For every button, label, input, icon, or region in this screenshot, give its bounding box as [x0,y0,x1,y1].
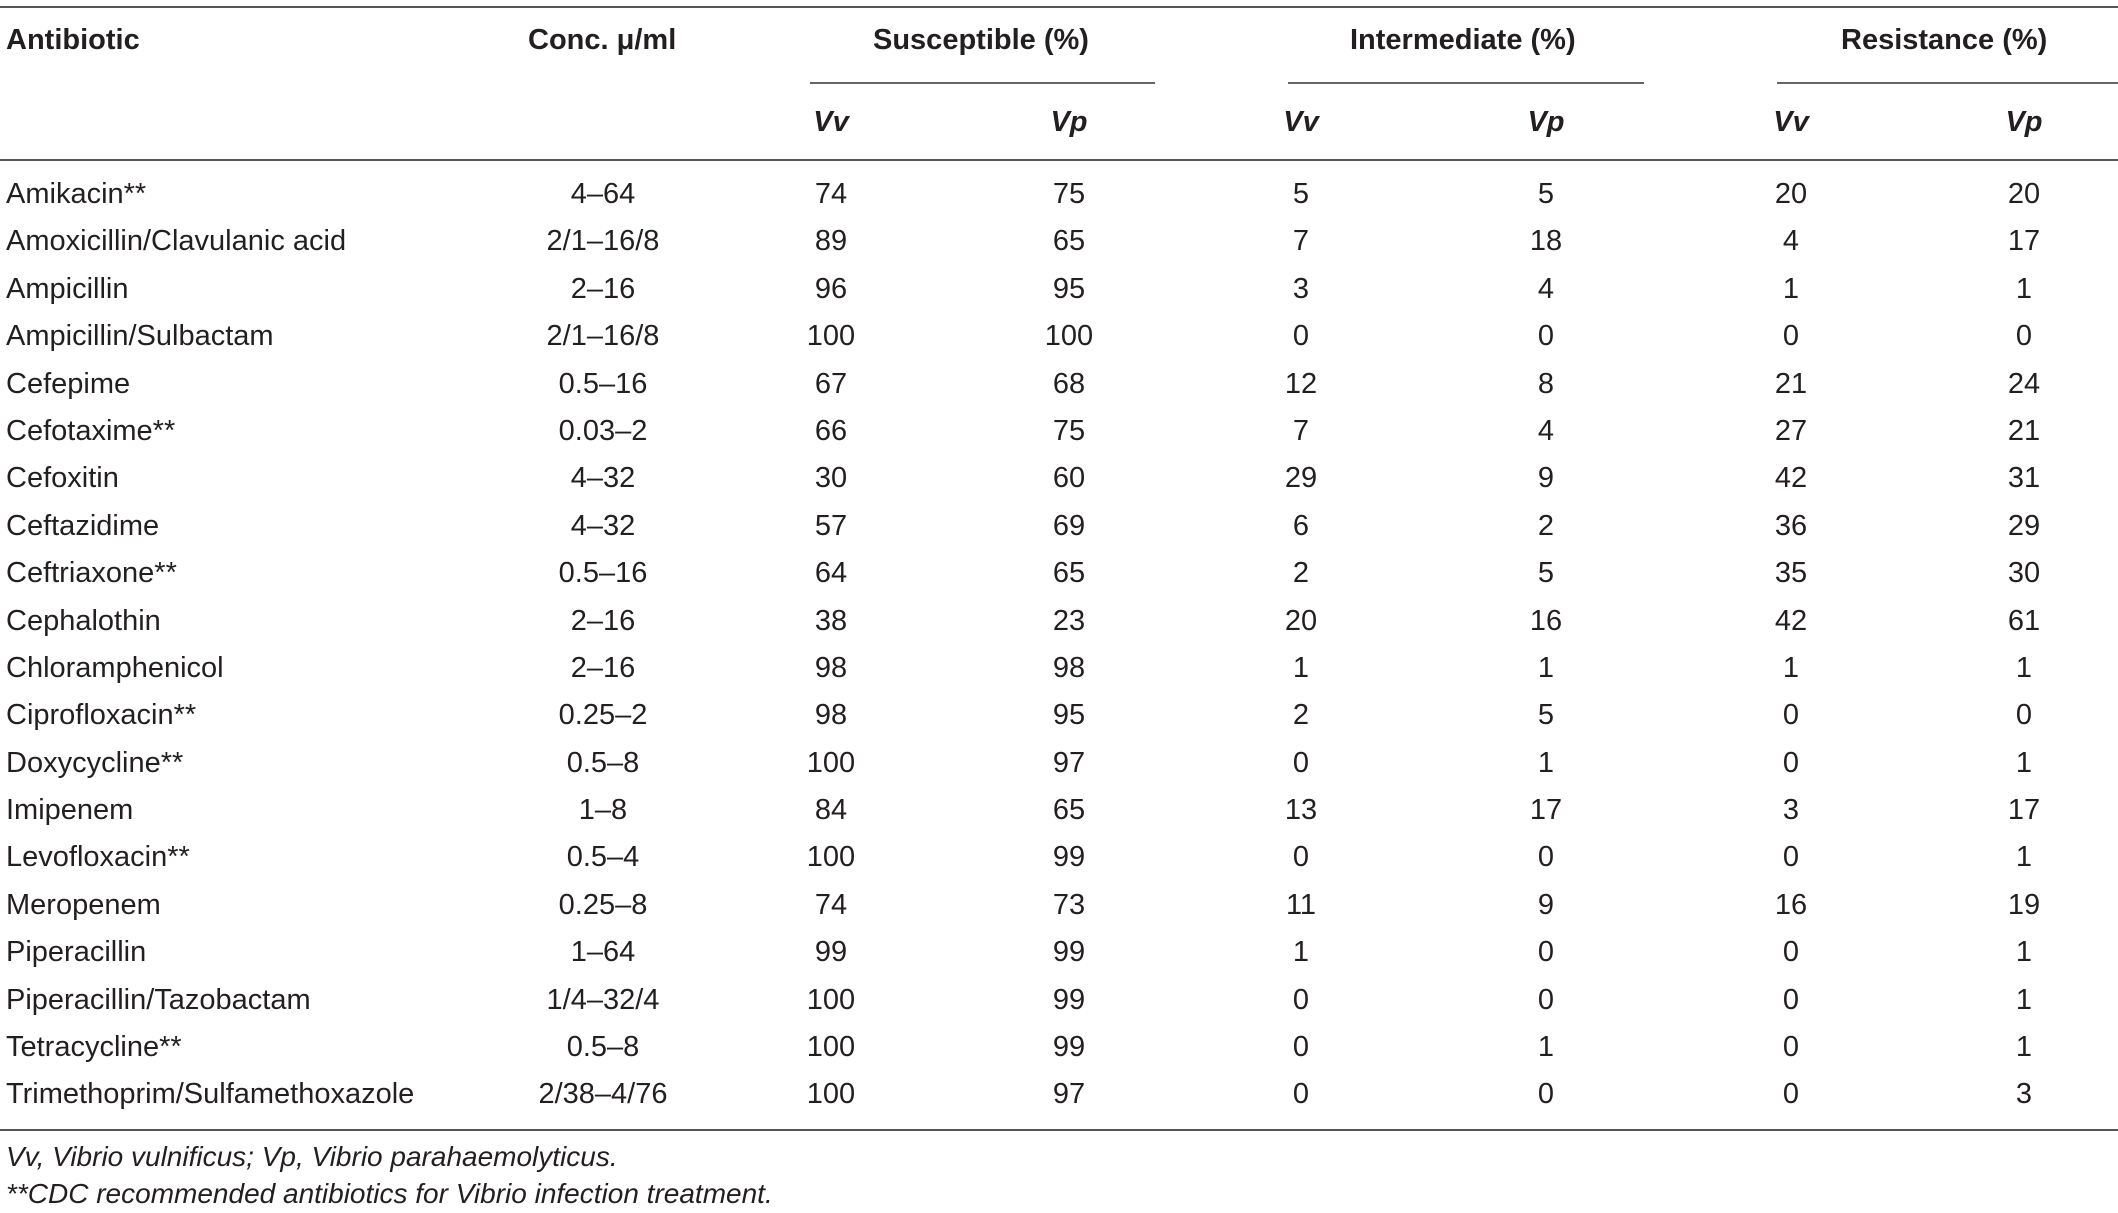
cell-resistance-vp: 1 [2015,983,2033,1016]
table-row [0,835,2118,882]
cell-susceptible-vp: 73 [1052,888,1086,921]
cell-antibiotic-name: Amikacin** [6,178,147,210]
cell-concentration: 1–64 [570,936,636,969]
cell-susceptible-vv: 89 [814,225,848,258]
cell-susceptible-vp: 99 [1052,841,1086,874]
cell-resistance-vp: 1 [2015,272,2033,305]
subheader-resistance-vv: Vv [1773,106,1809,138]
cell-susceptible-vv: 38 [814,604,848,637]
cell-resistance-vp: 61 [2007,604,2041,637]
table-row [0,409,2118,456]
cell-antibiotic-name: Cefepime [6,367,131,400]
cell-intermediate-vp: 5 [1537,699,1555,732]
cell-intermediate-vp: 1 [1537,651,1555,684]
table-bottom-rule [0,1129,2118,1131]
cell-susceptible-vp: 60 [1052,462,1086,495]
cell-susceptible-vv: 66 [814,414,848,447]
cell-intermediate-vp: 0 [1537,1078,1555,1111]
cell-resistance-vv: 16 [1774,888,1808,921]
cell-susceptible-vv: 100 [806,320,856,353]
cell-concentration: 0.5–16 [558,367,648,400]
cell-intermediate-vp: 5 [1537,557,1555,590]
table-row [0,599,2118,646]
cell-susceptible-vv: 96 [814,272,848,305]
cell-concentration: 2/1–16/8 [546,225,660,258]
cell-intermediate-vv: 0 [1292,746,1310,779]
table-body [0,172,2118,1120]
cell-concentration: 2–16 [570,272,636,305]
cell-concentration: 4–32 [570,462,636,495]
cell-concentration: 1/4–32/4 [546,983,660,1016]
table-row [0,267,2118,314]
table-row [0,883,2118,930]
table-row [0,219,2118,266]
cell-intermediate-vp: 9 [1537,462,1555,495]
cell-intermediate-vv: 1 [1292,651,1310,684]
cell-susceptible-vv: 67 [814,367,848,400]
cell-susceptible-vv: 57 [814,509,848,542]
cell-susceptible-vv: 100 [806,1031,856,1064]
cell-intermediate-vp: 0 [1537,841,1555,874]
cell-concentration: 0.5–4 [566,841,640,874]
header-resistance: Resistance (%) [1841,24,2048,56]
cell-resistance-vp: 20 [2007,178,2041,210]
cell-susceptible-vv: 100 [806,746,856,779]
cell-antibiotic-name: Cephalothin [6,604,161,637]
cell-antibiotic-name: Meropenem [6,888,161,921]
cell-resistance-vv: 0 [1782,320,1800,353]
cell-intermediate-vv: 11 [1285,888,1317,921]
cell-susceptible-vv: 98 [814,651,848,684]
cell-resistance-vv: 4 [1782,225,1800,258]
cell-resistance-vv: 0 [1782,936,1800,969]
cell-concentration: 2–16 [570,651,636,684]
cell-susceptible-vv: 98 [814,699,848,732]
cell-concentration: 0.03–2 [558,414,648,447]
cell-intermediate-vv: 29 [1284,462,1318,495]
header-intermediate: Intermediate (%) [1350,24,1576,56]
cell-resistance-vp: 1 [2015,1031,2033,1064]
cell-susceptible-vp: 75 [1052,414,1086,447]
table-row [0,741,2118,788]
cell-susceptible-vv: 64 [814,557,848,590]
cell-resistance-vv: 1 [1782,272,1800,305]
cell-antibiotic-name: Chloramphenicol [6,651,224,684]
subheader-intermediate-vv: Vv [1283,106,1319,138]
cell-antibiotic-name: Trimethoprim/Sulfamethoxazole [6,1078,415,1111]
cell-antibiotic-name: Tetracycline** [6,1031,182,1064]
cell-intermediate-vp: 5 [1537,178,1555,210]
cell-intermediate-vp: 0 [1537,936,1555,969]
cell-susceptible-vv: 100 [806,1078,856,1111]
cell-susceptible-vp: 69 [1052,509,1086,542]
cell-resistance-vv: 0 [1782,983,1800,1016]
cell-resistance-vp: 0 [2015,320,2033,353]
cell-intermediate-vv: 0 [1292,1031,1310,1064]
cell-resistance-vp: 1 [2015,746,2033,779]
cell-concentration: 2/38–4/76 [538,1078,668,1111]
cell-concentration: 1–8 [578,794,628,827]
cell-resistance-vp: 3 [2015,1078,2033,1111]
cell-susceptible-vp: 65 [1052,225,1086,258]
cell-intermediate-vv: 2 [1292,699,1310,732]
table-row [0,788,2118,835]
cell-resistance-vp: 31 [2007,462,2041,495]
header-susceptible: Susceptible (%) [873,24,1089,56]
cell-intermediate-vv: 20 [1284,604,1318,637]
header-bottom-rule [0,159,2118,161]
cell-resistance-vp: 24 [2007,367,2041,400]
cell-intermediate-vp: 4 [1537,272,1555,305]
cell-resistance-vv: 20 [1774,178,1808,210]
cell-intermediate-vp: 4 [1537,414,1555,447]
subheader-intermediate-vp: Vp [1527,106,1565,138]
cell-resistance-vv: 0 [1782,1031,1800,1064]
cell-concentration: 0.5–16 [558,557,648,590]
cell-antibiotic-name: Ciprofloxacin** [6,699,197,732]
cell-susceptible-vp: 98 [1052,651,1086,684]
cell-concentration: 4–32 [570,509,636,542]
cell-susceptible-vv: 30 [814,462,848,495]
cell-susceptible-vp: 75 [1052,178,1086,210]
cell-resistance-vp: 1 [2015,936,2033,969]
cell-susceptible-vp: 99 [1052,936,1086,969]
cell-susceptible-vv: 74 [814,178,848,210]
cell-intermediate-vv: 7 [1292,414,1310,447]
cell-intermediate-vp: 9 [1537,888,1555,921]
cell-intermediate-vp: 1 [1537,746,1555,779]
susceptible-underline [810,82,1155,84]
cell-intermediate-vv: 5 [1292,178,1310,210]
cell-intermediate-vv: 6 [1292,509,1310,542]
footnote-abbreviations: Vv, Vibrio vulnificus; Vp, Vibrio parahaemolyticus. [6,1141,618,1172]
cell-intermediate-vv: 1 [1292,936,1310,969]
cell-antibiotic-name: Levofloxacin** [6,841,190,874]
cell-resistance-vv: 35 [1774,557,1808,590]
cell-susceptible-vp: 99 [1052,1031,1086,1064]
table-row [0,978,2118,1025]
cell-intermediate-vv: 2 [1292,557,1310,590]
cell-susceptible-vv: 100 [806,841,856,874]
cell-antibiotic-name: Piperacillin [6,936,147,969]
cell-intermediate-vv: 7 [1292,225,1310,258]
cell-antibiotic-name: Imipenem [6,794,134,827]
cell-intermediate-vp: 0 [1537,983,1555,1016]
table-row [0,1072,2118,1119]
cell-antibiotic-name: Ceftriaxone** [6,557,177,590]
cell-susceptible-vp: 100 [1044,320,1094,353]
cell-resistance-vv: 42 [1774,604,1808,637]
table-row [0,646,2118,693]
table-row [0,172,2118,219]
cell-concentration: 0.5–8 [566,1031,640,1064]
cell-susceptible-vp: 99 [1052,983,1086,1016]
subheader-susceptible-vv: Vv [813,106,849,138]
cell-resistance-vp: 17 [2007,225,2041,258]
subheader-susceptible-vp: Vp [1050,106,1088,138]
cell-resistance-vv: 0 [1782,1078,1800,1111]
cell-intermediate-vp: 2 [1537,509,1555,542]
cell-intermediate-vv: 3 [1292,272,1310,305]
cell-resistance-vp: 1 [2015,841,2033,874]
cell-concentration: 2–16 [570,604,636,637]
cell-intermediate-vv: 0 [1292,983,1310,1016]
cell-intermediate-vp: 16 [1529,604,1563,637]
header-antibiotic: Antibiotic [6,24,140,56]
cell-susceptible-vp: 95 [1052,699,1086,732]
cell-resistance-vp: 30 [2007,557,2041,590]
cell-concentration: 0.5–8 [566,746,640,779]
cell-concentration: 2/1–16/8 [546,320,660,353]
cell-susceptible-vp: 68 [1052,367,1086,400]
subheader-resistance-vp: Vp [2005,106,2043,138]
cell-intermediate-vv: 12 [1284,367,1318,400]
cell-susceptible-vp: 95 [1052,272,1086,305]
cell-susceptible-vp: 65 [1052,557,1086,590]
cell-susceptible-vp: 23 [1052,604,1086,637]
cell-intermediate-vp: 17 [1529,794,1563,827]
footnote-cdc: **CDC recommended antibiotics for Vibrio infection treatment. [6,1178,773,1209]
cell-resistance-vv: 21 [1774,367,1808,400]
cell-concentration: 4–64 [570,178,636,210]
cell-intermediate-vv: 0 [1292,1078,1310,1111]
cell-resistance-vp: 0 [2015,699,2033,732]
cell-intermediate-vv: 0 [1292,841,1310,874]
cell-antibiotic-name: Doxycycline** [6,746,184,779]
cell-susceptible-vp: 97 [1052,746,1086,779]
cell-intermediate-vp: 8 [1537,367,1555,400]
table-row [0,504,2118,551]
cell-resistance-vv: 42 [1774,462,1808,495]
cell-antibiotic-name: Ampicillin [6,272,129,305]
cell-susceptible-vv: 84 [814,794,848,827]
cell-resistance-vp: 1 [2015,651,2033,684]
cell-resistance-vv: 0 [1782,746,1800,779]
table-row [0,362,2118,409]
cell-antibiotic-name: Cefoxitin [6,462,119,495]
cell-susceptible-vv: 74 [814,888,848,921]
cell-antibiotic-name: Piperacillin/Tazobactam [6,983,311,1016]
table-row [0,314,2118,361]
cell-antibiotic-name: Amoxicillin/Clavulanic acid [6,225,347,258]
table-row [0,551,2118,598]
cell-intermediate-vp: 0 [1537,320,1555,353]
cell-resistance-vv: 27 [1774,414,1808,447]
cell-resistance-vp: 17 [2007,794,2041,827]
cell-resistance-vv: 3 [1782,794,1800,827]
cell-resistance-vp: 21 [2007,414,2041,447]
cell-resistance-vv: 0 [1782,699,1800,732]
cell-resistance-vp: 19 [2007,888,2041,921]
table-row [0,1025,2118,1072]
cell-intermediate-vp: 18 [1529,225,1563,258]
cell-concentration: 0.25–2 [558,699,648,732]
table-top-rule [0,6,2118,8]
table-row [0,693,2118,740]
cell-antibiotic-name: Ceftazidime [6,509,160,542]
cell-resistance-vv: 36 [1774,509,1808,542]
table-row [0,930,2118,977]
cell-susceptible-vv: 99 [814,936,848,969]
cell-resistance-vp: 29 [2007,509,2041,542]
cell-intermediate-vv: 13 [1284,794,1318,827]
cell-resistance-vv: 0 [1782,841,1800,874]
cell-intermediate-vp: 1 [1537,1031,1555,1064]
cell-antibiotic-name: Ampicillin/Sulbactam [6,320,274,353]
cell-susceptible-vp: 97 [1052,1078,1086,1111]
resistance-underline [1777,82,2118,84]
cell-antibiotic-name: Cefotaxime** [6,414,176,447]
intermediate-underline [1288,82,1644,84]
cell-susceptible-vp: 65 [1052,794,1086,827]
cell-susceptible-vv: 100 [806,983,856,1016]
cell-intermediate-vv: 0 [1292,320,1310,353]
cell-concentration: 0.25–8 [558,888,648,921]
table-row [0,456,2118,503]
cell-resistance-vv: 1 [1782,651,1800,684]
header-concentration: Conc. μ/ml [528,24,677,56]
